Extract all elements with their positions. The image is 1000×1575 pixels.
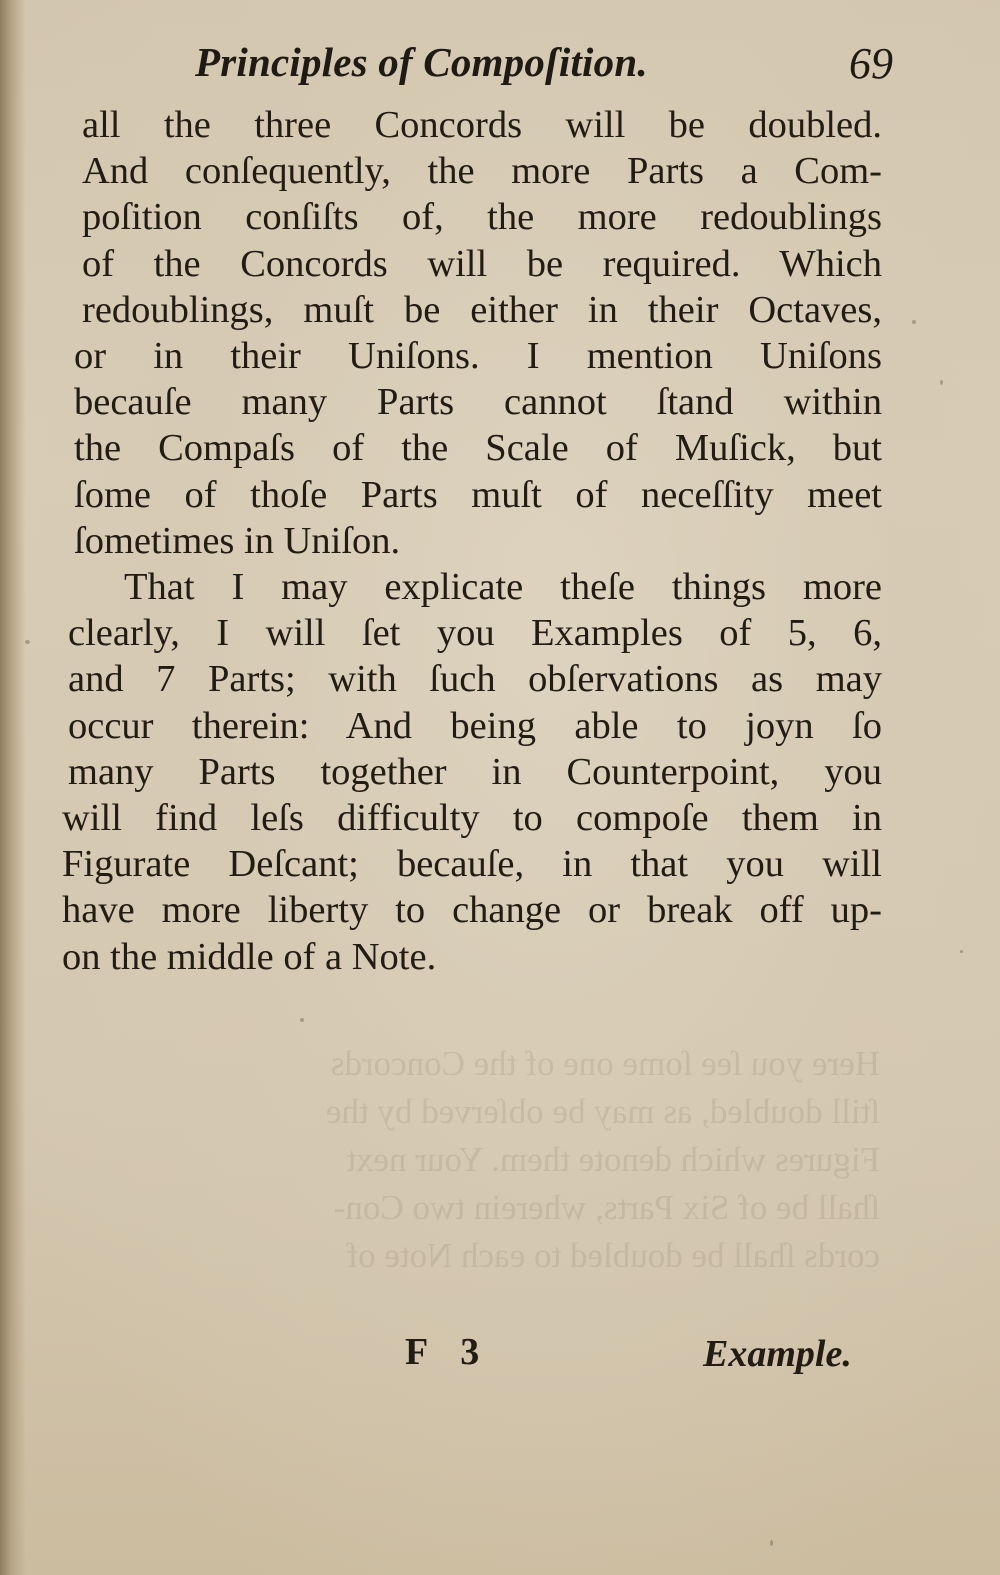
text-line: of the Concords will be required. Which (82, 242, 882, 285)
text-line: poſition conſiſts of, the more redoublings (82, 196, 882, 239)
text-line: Figurate Deſcant; becauſe, in that you will (62, 843, 882, 886)
text-line: on the middle of a Note. (62, 935, 437, 978)
text-line: That I may explicate theſe things more (124, 566, 882, 609)
paper-speck (940, 380, 943, 385)
paper-speck (960, 950, 963, 953)
paper-speck (770, 1540, 773, 1546)
text-line: will find leſs difficulty to compoſe them in (62, 797, 882, 840)
text-line: and 7 Parts; with ſuch obſervations as may (68, 658, 882, 701)
paper-speck (300, 1018, 304, 1022)
text-line: or in their Uniſons. I mention Uniſons (74, 335, 882, 378)
page-footer (0, 1330, 1000, 1390)
text-line: many Parts together in Counterpoint, you (68, 750, 882, 793)
text-line: ſome of thoſe Parts muſt of neceſſity meet (74, 473, 882, 516)
paper-speck (912, 320, 916, 324)
text-line: have more liberty to change or break off up- (62, 889, 882, 932)
text-line: occur therein: And being able to joyn ſo (68, 704, 882, 747)
page-number: 69 (849, 39, 893, 88)
text-line: the Compaſs of the Scale of Muſick, but (74, 427, 882, 470)
paper-speck (25, 640, 30, 644)
running-title: Principles of Compoſition. (195, 39, 648, 85)
text-line: redoublings, muſt be either in their Octaves, (82, 288, 882, 331)
catchword: Example. (703, 1333, 852, 1375)
signature-mark: F 3 (405, 1331, 492, 1373)
text-line: becauſe many Parts cannot ſtand within (74, 381, 882, 424)
text-line: all the three Concords will be doubled. (82, 104, 882, 146)
body-text (62, 102, 882, 980)
bleed-through-text: Here you ſee ſome one of the Concords ſtill doubled, as may be obſerved by the Figures which denote them. Your next ſhall be of Six Parts, wherein two Con- cords ſhall be doubled to each Note of (325, 1044, 880, 1275)
text-line: And conſequently, the more Parts a Com- (82, 150, 882, 193)
text-line: ſometimes in Uniſon. (74, 519, 401, 562)
text-line: clearly, I will ſet you Examples of 5, 6, (68, 612, 882, 655)
page-header (195, 38, 895, 102)
